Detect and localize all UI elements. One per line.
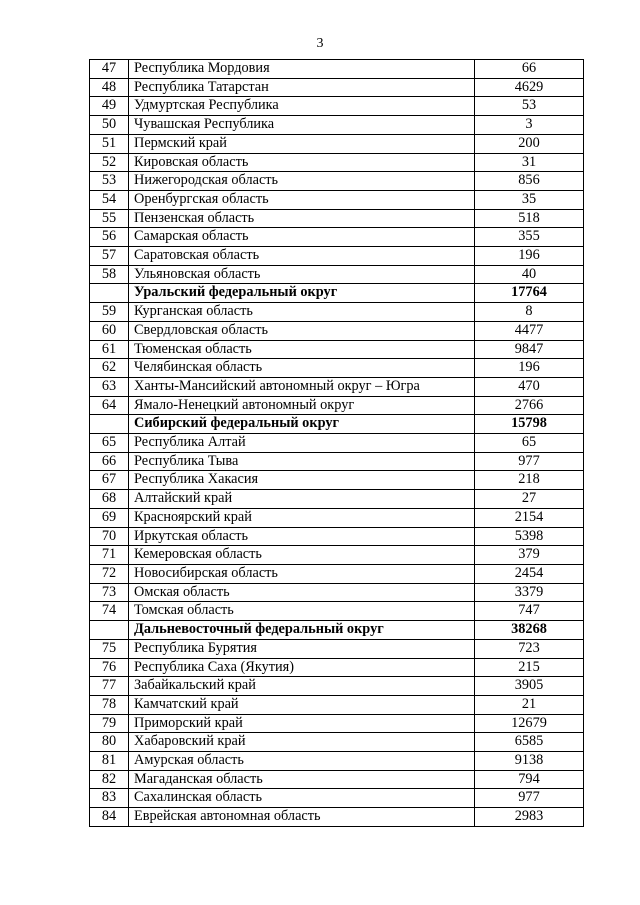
table-row xyxy=(90,190,584,209)
region-name-cell: Еврейская автономная область xyxy=(129,808,475,827)
region-name-cell: Камчатский край xyxy=(129,695,475,714)
row-number-cell: 50 xyxy=(90,116,129,135)
row-number-cell: 60 xyxy=(90,321,129,340)
region-name-cell: Томская область xyxy=(129,602,475,621)
region-name-cell: Кемеровская область xyxy=(129,546,475,565)
table-row xyxy=(90,508,584,527)
district-total-cell: 15798 xyxy=(475,415,584,434)
table-row xyxy=(90,583,584,602)
row-number-cell xyxy=(90,621,129,640)
table-row xyxy=(90,303,584,322)
region-name-cell: Амурская область xyxy=(129,752,475,771)
table-row xyxy=(90,471,584,490)
row-number-cell: 73 xyxy=(90,583,129,602)
value-cell: 977 xyxy=(475,789,584,808)
row-number-cell: 69 xyxy=(90,508,129,527)
table-row xyxy=(90,359,584,378)
row-number-cell: 65 xyxy=(90,434,129,453)
region-name-cell: Красноярский край xyxy=(129,508,475,527)
row-number-cell: 62 xyxy=(90,359,129,378)
row-number-cell: 81 xyxy=(90,752,129,771)
row-number-cell: 47 xyxy=(90,60,129,79)
table-row xyxy=(90,789,584,808)
value-cell: 3905 xyxy=(475,677,584,696)
value-cell: 2983 xyxy=(475,808,584,827)
region-name-cell: Чувашская Республика xyxy=(129,116,475,135)
value-cell: 196 xyxy=(475,359,584,378)
region-name-cell: Магаданская область xyxy=(129,770,475,789)
table-row xyxy=(90,658,584,677)
district-row xyxy=(90,415,584,434)
region-name-cell: Саратовская область xyxy=(129,247,475,266)
table-row xyxy=(90,808,584,827)
table-row xyxy=(90,116,584,135)
value-cell: 3 xyxy=(475,116,584,135)
value-cell: 35 xyxy=(475,190,584,209)
value-cell: 8 xyxy=(475,303,584,322)
region-name-cell: Республика Тыва xyxy=(129,452,475,471)
table-row xyxy=(90,396,584,415)
value-cell: 2154 xyxy=(475,508,584,527)
row-number-cell: 82 xyxy=(90,770,129,789)
value-cell: 5398 xyxy=(475,527,584,546)
region-name-cell: Самарская область xyxy=(129,228,475,247)
region-name-cell: Алтайский край xyxy=(129,490,475,509)
value-cell: 2766 xyxy=(475,396,584,415)
value-cell: 218 xyxy=(475,471,584,490)
region-name-cell: Республика Хакасия xyxy=(129,471,475,490)
row-number-cell: 75 xyxy=(90,639,129,658)
region-name-cell: Тюменская область xyxy=(129,340,475,359)
table-row xyxy=(90,639,584,658)
value-cell: 12679 xyxy=(475,714,584,733)
row-number-cell: 67 xyxy=(90,471,129,490)
value-cell: 2454 xyxy=(475,564,584,583)
table-row xyxy=(90,564,584,583)
table-row xyxy=(90,546,584,565)
value-cell: 9138 xyxy=(475,752,584,771)
district-name-cell: Уральский федеральный округ xyxy=(129,284,475,303)
value-cell: 4629 xyxy=(475,78,584,97)
region-name-cell: Ханты-Мансийский автономный округ – Югра xyxy=(129,377,475,396)
table-row xyxy=(90,602,584,621)
value-cell: 794 xyxy=(475,770,584,789)
table-row xyxy=(90,490,584,509)
region-name-cell: Республика Мордовия xyxy=(129,60,475,79)
row-number-cell: 58 xyxy=(90,265,129,284)
row-number-cell: 52 xyxy=(90,153,129,172)
value-cell: 65 xyxy=(475,434,584,453)
row-number-cell: 78 xyxy=(90,695,129,714)
region-name-cell: Пермский край xyxy=(129,134,475,153)
value-cell: 6585 xyxy=(475,733,584,752)
row-number-cell: 80 xyxy=(90,733,129,752)
table-row xyxy=(90,60,584,79)
row-number-cell: 48 xyxy=(90,78,129,97)
row-number-cell: 68 xyxy=(90,490,129,509)
value-cell: 977 xyxy=(475,452,584,471)
row-number-cell xyxy=(90,284,129,303)
region-name-cell: Ульяновская область xyxy=(129,265,475,284)
region-name-cell: Курганская область xyxy=(129,303,475,322)
region-name-cell: Хабаровский край xyxy=(129,733,475,752)
table-row xyxy=(90,134,584,153)
district-total-cell: 38268 xyxy=(475,621,584,640)
value-cell: 27 xyxy=(475,490,584,509)
row-number-cell: 51 xyxy=(90,134,129,153)
region-name-cell: Иркутская область xyxy=(129,527,475,546)
value-cell: 747 xyxy=(475,602,584,621)
row-number-cell: 49 xyxy=(90,97,129,116)
region-name-cell: Свердловская область xyxy=(129,321,475,340)
table-row xyxy=(90,452,584,471)
table-row xyxy=(90,527,584,546)
table-row xyxy=(90,228,584,247)
row-number-cell: 54 xyxy=(90,190,129,209)
district-name-cell: Дальневосточный федеральный округ xyxy=(129,621,475,640)
value-cell: 518 xyxy=(475,209,584,228)
district-row xyxy=(90,621,584,640)
row-number-cell: 70 xyxy=(90,527,129,546)
region-name-cell: Омская область xyxy=(129,583,475,602)
region-name-cell: Республика Саха (Якутия) xyxy=(129,658,475,677)
regions-table xyxy=(89,59,584,827)
table-row xyxy=(90,377,584,396)
value-cell: 723 xyxy=(475,639,584,658)
region-name-cell: Пензенская область xyxy=(129,209,475,228)
table-row xyxy=(90,733,584,752)
row-number-cell: 53 xyxy=(90,172,129,191)
page-number: 3 xyxy=(316,36,324,51)
value-cell: 200 xyxy=(475,134,584,153)
table-row xyxy=(90,172,584,191)
row-number-cell: 84 xyxy=(90,808,129,827)
district-row xyxy=(90,284,584,303)
regions-table-body xyxy=(90,60,584,827)
row-number-cell: 56 xyxy=(90,228,129,247)
row-number-cell: 64 xyxy=(90,396,129,415)
table-row xyxy=(90,752,584,771)
table-row xyxy=(90,209,584,228)
value-cell: 379 xyxy=(475,546,584,565)
value-cell: 9847 xyxy=(475,340,584,359)
value-cell: 40 xyxy=(475,265,584,284)
table-row xyxy=(90,97,584,116)
value-cell: 21 xyxy=(475,695,584,714)
region-name-cell: Челябинская область xyxy=(129,359,475,378)
row-number-cell: 71 xyxy=(90,546,129,565)
value-cell: 856 xyxy=(475,172,584,191)
table-row xyxy=(90,434,584,453)
row-number-cell: 66 xyxy=(90,452,129,471)
value-cell: 215 xyxy=(475,658,584,677)
row-number-cell: 76 xyxy=(90,658,129,677)
table-row xyxy=(90,153,584,172)
row-number-cell: 83 xyxy=(90,789,129,808)
table-row xyxy=(90,340,584,359)
value-cell: 196 xyxy=(475,247,584,266)
region-name-cell: Республика Бурятия xyxy=(129,639,475,658)
value-cell: 31 xyxy=(475,153,584,172)
row-number-cell: 77 xyxy=(90,677,129,696)
region-name-cell: Республика Татарстан xyxy=(129,78,475,97)
table-row xyxy=(90,78,584,97)
row-number-cell: 79 xyxy=(90,714,129,733)
table-row xyxy=(90,677,584,696)
value-cell: 66 xyxy=(475,60,584,79)
region-name-cell: Кировская область xyxy=(129,153,475,172)
region-name-cell: Забайкальский край xyxy=(129,677,475,696)
region-name-cell: Нижегородская область xyxy=(129,172,475,191)
region-name-cell: Оренбургская область xyxy=(129,190,475,209)
region-name-cell: Новосибирская область xyxy=(129,564,475,583)
region-name-cell: Удмуртская Республика xyxy=(129,97,475,116)
region-name-cell: Ямало-Ненецкий автономный округ xyxy=(129,396,475,415)
row-number-cell: 57 xyxy=(90,247,129,266)
value-cell: 355 xyxy=(475,228,584,247)
table-row xyxy=(90,695,584,714)
value-cell: 53 xyxy=(475,97,584,116)
table-row xyxy=(90,321,584,340)
value-cell: 470 xyxy=(475,377,584,396)
row-number-cell: 55 xyxy=(90,209,129,228)
district-name-cell: Сибирский федеральный округ xyxy=(129,415,475,434)
table-row xyxy=(90,714,584,733)
value-cell: 4477 xyxy=(475,321,584,340)
region-name-cell: Республика Алтай xyxy=(129,434,475,453)
row-number-cell: 72 xyxy=(90,564,129,583)
row-number-cell xyxy=(90,415,129,434)
row-number-cell: 74 xyxy=(90,602,129,621)
region-name-cell: Приморский край xyxy=(129,714,475,733)
row-number-cell: 63 xyxy=(90,377,129,396)
table-row xyxy=(90,770,584,789)
row-number-cell: 59 xyxy=(90,303,129,322)
table-row xyxy=(90,265,584,284)
table-row xyxy=(90,247,584,266)
region-name-cell: Сахалинская область xyxy=(129,789,475,808)
row-number-cell: 61 xyxy=(90,340,129,359)
district-total-cell: 17764 xyxy=(475,284,584,303)
value-cell: 3379 xyxy=(475,583,584,602)
